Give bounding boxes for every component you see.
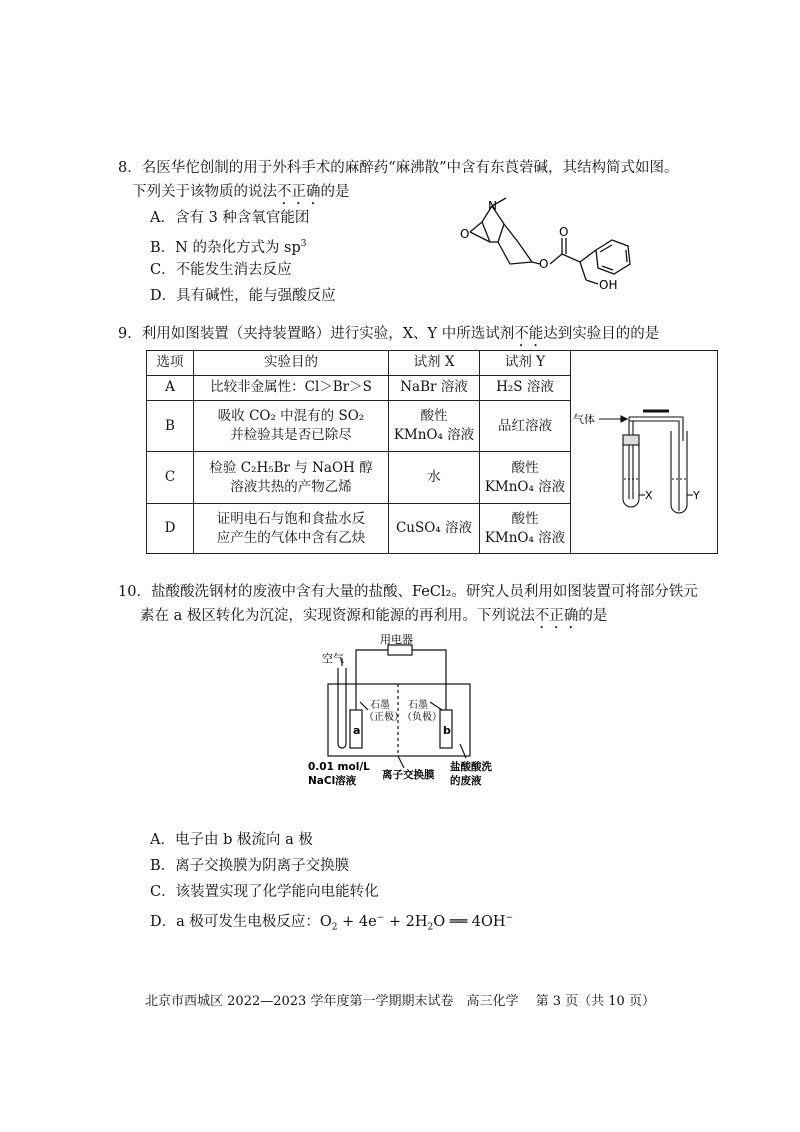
electrode-b-label: b (443, 724, 451, 737)
struct-o-epoxide: O (460, 227, 470, 241)
page-footer: 北京市西城区 2022—2023 学年度第一学期期末试卷 高三化学 第 3 页（共 10 页） (145, 994, 655, 1009)
table-header-row (147, 351, 718, 376)
electrolysis-cell-diagram (300, 634, 500, 804)
struct-n: N (488, 199, 497, 213)
q9-table (146, 350, 718, 554)
negative-electrode-name: 石墨 (408, 700, 428, 711)
right-solution-line2: 的废液 (450, 775, 482, 787)
table-row: C 检验 C₂H₅Br 与 NaOH 醇 溶液共热的产物乙烯 水 酸性 KMnO₄ 溶液 (147, 452, 718, 504)
negative-electrode-role: （负极） (402, 712, 442, 723)
table-row: B 吸收 CO₂ 中混有的 SO₂ 并检验其是否已除尽 酸性 KMnO₄ 溶液 品红溶液 (147, 400, 718, 452)
apparatus-gas-label: 气体 (573, 413, 595, 426)
right-solution-line1: 盐酸酸洗 (450, 761, 492, 773)
positive-electrode-name: 石墨 (370, 700, 390, 711)
q8-stem-line1: 8．名医华佗创制的用于外科手术的麻醉药“麻沸散”中含有东莨菪碱，其结构简式如图。 (118, 160, 679, 176)
apparatus-diagram (571, 351, 717, 547)
q8-emphasis: 不正确 (277, 184, 321, 200)
q9-emphasis: 不能 (514, 326, 544, 342)
q10-stem-line1: 10．盐酸酸洗钢材的废液中含有大量的盐酸、FeCl₂。研究人员利用如图装置可将部分铁元 (118, 584, 698, 600)
q10-option-b: B．离子交换膜为阴离子交换膜 (150, 858, 350, 874)
struct-oh: OH (599, 278, 618, 292)
header-option: 选项 (147, 351, 194, 376)
left-solution-name: NaCl溶液 (308, 775, 357, 787)
q8-option-c: C．不能发生消去反应 (150, 262, 292, 278)
q10-option-c: C．该装置实现了化学能向电能转化 (150, 884, 379, 900)
apparatus-cell (571, 351, 718, 554)
positive-electrode-role: （正极） (364, 712, 404, 723)
struct-o-carbonyl: O (559, 225, 569, 239)
q10-option-d: D．a 极可发生电极反应：$O_2 + 4e^- + 2H_2O$ ══ 4OH− (150, 913, 514, 933)
q8-option-d: D．具有碱性，能与强酸反应 (150, 288, 336, 304)
header-goal: 实验目的 (194, 351, 389, 376)
q9-stem: 9．利用如图装置（夹持装置略）进行实验，X、Y 中所选试剂不能达到实验目的的是 (118, 326, 660, 342)
q10-emphasis: 不正确 (534, 608, 579, 624)
q10-option-a: A．电子由 b 极流向 a 极 (150, 832, 313, 848)
q10-stem-line2: 素在 a 极区转化为沉淀，实现资源和能源的再利用。下列说法不正确的是 (140, 608, 608, 624)
apparatus-y-label: Y (693, 489, 700, 502)
table-row: D 证明电石与饱和食盐水反 应产生的气体中含有乙炔 CuSO₄ 溶液 酸性 KMnO₄ 溶液 (147, 504, 718, 554)
device-label: 用电器 (380, 634, 413, 646)
header-reagent-x: 试剂 X (389, 351, 480, 376)
apparatus-x-label: X (645, 489, 653, 502)
q8-option-b: B．N 的杂化方式为 $sp^3$ (150, 239, 307, 256)
table-row: A 比较非金属性：Cl＞Br＞S NaBr 溶液 H₂S 溶液 (147, 375, 718, 400)
q8-option-a: A．含有 3 种含氧官能团 (150, 210, 310, 226)
electrode-a-label: a (353, 724, 361, 737)
header-reagent-y: 试剂 Y (480, 351, 571, 376)
air-label: 空气 (322, 652, 344, 665)
scopolamine-structure (440, 188, 690, 308)
q8-stem-line2: 下列关于该物质的说法不正确的是 (132, 184, 350, 200)
struct-o-ester: O (539, 257, 549, 271)
membrane-label: 离子交换膜 (382, 769, 435, 781)
left-solution-conc: 0.01 mol/L (308, 761, 370, 773)
